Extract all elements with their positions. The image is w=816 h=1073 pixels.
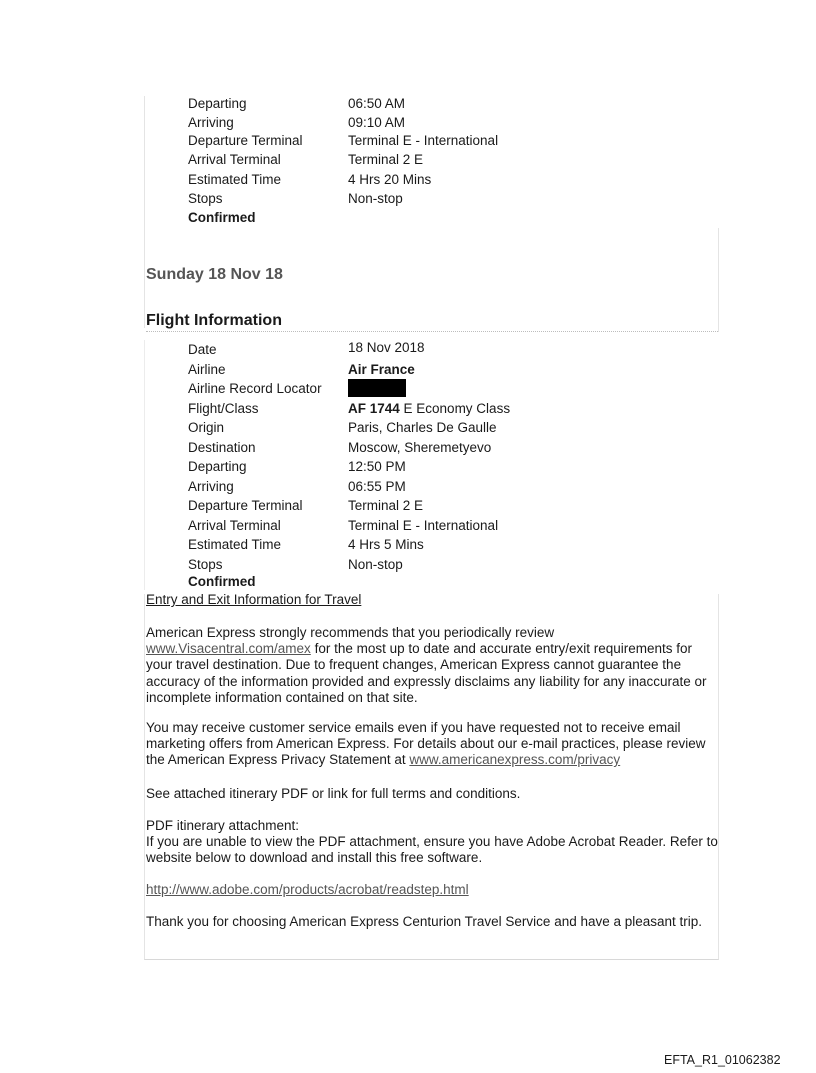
detail-value: Terminal E - International	[348, 132, 499, 148]
detail-row	[188, 150, 668, 170]
adobe-reader-link[interactable]: http://www.adobe.com/products/acrobat/readstep.html	[146, 882, 469, 897]
detail-label: Stops	[188, 191, 223, 206]
pdf-attachment-text: If you are unable to view the PDF attachment, ensure you have Adobe Acrobat Reader. Refer to website below to download and install this free software.	[146, 834, 718, 866]
detail-row	[188, 170, 668, 190]
visa-notice-text-cont: for the most up to date and accurate entry/exit requirements for your travel destination. Due to frequent changes, American Express cannot guarantee the accuracy of the information provided and expressly disclaims any liability for any inaccurate or incomplete information contained on that site.	[146, 641, 707, 705]
detail-label: Airline	[188, 361, 226, 377]
detail-value: Non-stop	[348, 556, 403, 572]
detail-row-est-time	[188, 535, 668, 555]
detail-row-arr-terminal	[188, 516, 668, 536]
detail-value: Terminal E - International	[348, 517, 499, 533]
second-flight-status: Confirmed	[188, 574, 256, 589]
day-heading: Sunday 18 Nov 18	[146, 266, 283, 283]
detail-row	[188, 189, 668, 209]
detail-row-departing	[188, 457, 668, 477]
detail-value: Paris, Charles De Gaulle	[348, 420, 497, 435]
email-notice-paragraph	[146, 720, 718, 769]
detail-value: Terminal 2 E	[348, 498, 424, 513]
first-flight-details	[188, 94, 668, 209]
detail-row-arriving	[188, 477, 668, 497]
terms-paragraph: See attached itinerary PDF or link for full terms and conditions.	[146, 786, 521, 801]
entry-exit-info-link[interactable]: Entry and Exit Information for Travel	[146, 592, 362, 607]
detail-label: Departure Terminal	[188, 498, 303, 513]
detail-label: Origin	[188, 420, 225, 435]
detail-value: 18 Nov 2018	[348, 340, 425, 355]
detail-label: Departing	[188, 459, 247, 474]
detail-label: Estimated Time	[188, 171, 282, 187]
detail-row	[188, 114, 668, 131]
detail-value: 09:10 AM	[348, 114, 406, 130]
detail-label: Arriving	[188, 478, 234, 494]
detail-label: Departure Terminal	[188, 132, 303, 148]
first-flight-status: Confirmed	[188, 210, 256, 225]
detail-value: 4 Hrs 20 Mins	[348, 171, 432, 187]
column-border-right	[718, 228, 719, 332]
detail-value	[348, 379, 406, 399]
detail-row-destination	[188, 438, 668, 458]
detail-label: Stops	[188, 556, 223, 572]
privacy-link[interactable]: www.americanexpress.com/privacy	[409, 752, 621, 768]
visa-notice-paragraph	[146, 625, 718, 706]
detail-label: Date	[188, 342, 217, 357]
closing-paragraph: Thank you for choosing American Express Centurion Travel Service and have a pleasant trip.	[146, 914, 703, 929]
detail-label: Arrival Terminal	[188, 152, 281, 167]
detail-value: Non-stop	[348, 191, 403, 206]
detail-row-airline	[188, 360, 668, 380]
detail-row-origin	[188, 418, 668, 438]
document-id: EFTA_R1_01062382	[664, 1053, 781, 1067]
adobe-link-paragraph	[146, 882, 718, 898]
airline-name: Air France	[348, 361, 415, 377]
detail-label: Departing	[188, 96, 247, 111]
detail-row	[188, 131, 668, 151]
detail-row	[188, 94, 668, 114]
detail-row-stops	[188, 555, 668, 575]
detail-row-date	[188, 340, 668, 360]
detail-label: Arrival Terminal	[188, 517, 281, 533]
detail-label: Destination	[188, 439, 256, 455]
detail-value	[348, 360, 415, 380]
email-notice-text: You may receive customer service emails even if you have requested not to receive email marketing offers from American Express. For details about our e-mail practices, please review the American Express Privacy Statement at	[146, 720, 706, 768]
detail-label: Airline Record Locator	[188, 381, 322, 396]
detail-value: Terminal 2 E	[348, 152, 424, 167]
redaction-box	[348, 379, 406, 397]
detail-label: Flight/Class	[188, 400, 259, 416]
pdf-attachment-paragraph	[146, 818, 718, 867]
detail-row-locator	[188, 379, 668, 399]
detail-row-dep-terminal	[188, 496, 668, 516]
visa-notice-text: American Express strongly recommends that you periodically review	[146, 625, 555, 640]
detail-value: Moscow, Sheremetyevo	[348, 439, 492, 455]
detail-row-flight	[188, 399, 668, 419]
section-heading: Flight Information	[146, 312, 718, 332]
visacentral-link[interactable]: www.Visacentral.com/amex	[146, 641, 311, 657]
pdf-attachment-title: PDF itinerary attachment:	[146, 818, 300, 833]
second-flight-details	[188, 340, 668, 574]
column-border-left-mid	[144, 340, 145, 590]
detail-label: Arriving	[188, 114, 234, 130]
detail-value: 06:50 AM	[348, 96, 406, 111]
column-border-left	[144, 96, 145, 328]
detail-value: 4 Hrs 5 Mins	[348, 537, 424, 552]
detail-value: 06:55 PM	[348, 478, 406, 494]
flight-number: AF 1744	[348, 400, 400, 416]
flight-class: E Economy Class	[399, 400, 511, 416]
detail-value	[348, 399, 510, 419]
detail-label: Estimated Time	[188, 537, 282, 552]
detail-value: 12:50 PM	[348, 459, 406, 474]
